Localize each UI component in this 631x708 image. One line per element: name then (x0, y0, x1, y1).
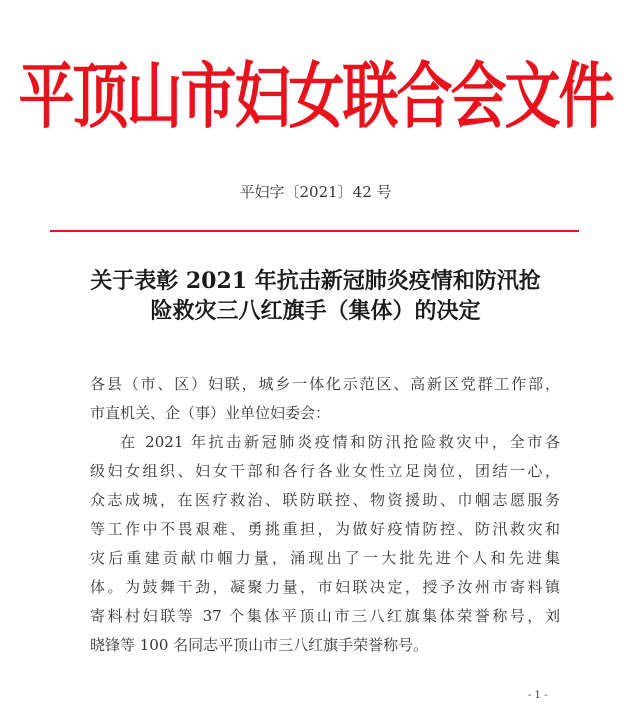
letterhead-title: 平顶山市妇女联合会文件 (18, 55, 613, 139)
paragraph-line: 众志成城，在医疗救治、联防联控、物资援助、巾帼志愿服务 (90, 491, 560, 509)
document-title (40, 266, 591, 326)
paragraph-line: 在 2021 年抗击新冠肺炎疫情和防汛抢险救灾中，全市各 (120, 433, 560, 451)
page-number: - 1 - (528, 690, 548, 701)
red-divider (50, 230, 579, 232)
paragraph-line: 级妇女组织、妇女干部和各行各业女性立足岗位，团结一心， (90, 462, 560, 480)
title-line: 险救灾三八红旗手（集体）的决定 (150, 298, 481, 324)
paragraph-line: 体。为鼓舞干劲，凝聚力量，市妇联决定，授予汝州市寄料镇 (90, 578, 560, 596)
paragraph-line: 晓锋等 100 名同志平顶山市三八红旗手荣誉称号。 (90, 636, 429, 654)
paragraph-line: 寄料村妇联等 37 个集体平顶山市三八红旗集体荣誉称号，刘 (90, 607, 560, 625)
paragraph-line: 等工作中不畏艰难、勇挑重担，为做好疫情防控、防汛救灾和 (90, 520, 560, 538)
salutation-line: 市直机关、企（事）业单位妇委会： (90, 404, 331, 422)
document-number: 平妇字〔2021〕42 号 (239, 183, 392, 201)
salutation-line: 各县（市、区）妇联，城乡一体化示范区、高新区党群工作部， (90, 375, 560, 393)
paragraph-line: 灾后重建贡献巾帼力量，涌现出了一大批先进个人和先进集 (90, 549, 560, 567)
document-body (90, 370, 560, 660)
title-line: 关于表彰 2021 年抗击新冠肺炎疫情和防汛抢 (90, 268, 541, 294)
